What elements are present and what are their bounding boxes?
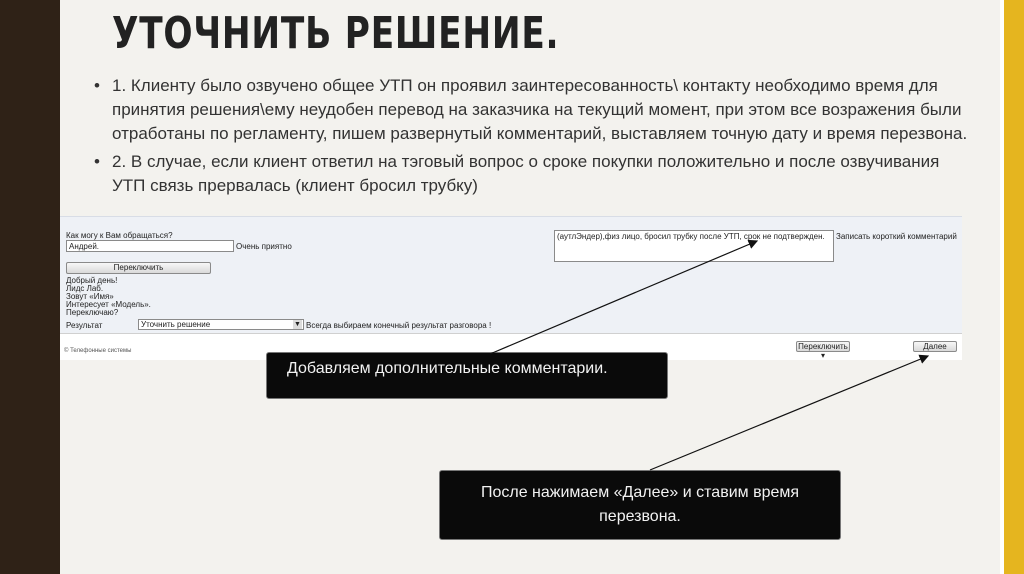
name-input[interactable]: Андрей. xyxy=(66,240,234,252)
result-label: Результат xyxy=(66,321,103,330)
script-line: Интересует «Модель». xyxy=(66,300,151,309)
footer-company: © Телефонные системы xyxy=(64,348,132,354)
slide-title: УТОЧНИТЬ РЕШЕНИЕ. xyxy=(112,8,560,59)
bullet-text: 2. В случае, если клиент ответил на тэговый вопрос о сроке покупки положительно и после озвучивания УТП связь прервалась (клиент бросил трубку) xyxy=(112,152,940,195)
callout-press-next-text: После нажимаем «Далее» и ставим время перезвона. xyxy=(480,484,800,525)
script-line: Добрый день! xyxy=(66,276,118,285)
next-button[interactable]: Далее xyxy=(913,341,957,352)
result-hint: Всегда выбираем конечный результат разговора ! xyxy=(306,321,492,330)
question-label: Как могу к Вам обращаться? xyxy=(66,231,173,240)
comment-hint: Записать короткий комментарий xyxy=(836,232,957,241)
bullet-text: 1. Клиенту было озвучено общее УТП он проявил заинтересованность\ контакту необходимо время для принятия решения\ему неудобен перевод на заказчика на текущий момент, при этом все возражения были отработаны по регламенту, пишем развернутый комментарий, выставляем точную дату и время перезвона. xyxy=(112,76,968,143)
script-line: Зовут «Имя» xyxy=(66,292,114,301)
footer-switch-button[interactable]: Переключить ▾ xyxy=(796,341,850,352)
chevron-down-icon[interactable]: ▼ xyxy=(294,321,301,328)
switch-button[interactable]: Переключить xyxy=(66,262,211,274)
callout-add-comments: Добавляем дополнительные комментарии. xyxy=(266,352,668,399)
arrow-to-comment xyxy=(490,241,757,354)
result-select-value: Уточнить решение xyxy=(141,320,211,329)
bullet-dot: • xyxy=(94,76,100,95)
arrow-to-next-button xyxy=(650,356,928,470)
bullet-dot: • xyxy=(94,152,100,171)
nice-text: Очень приятно xyxy=(236,242,292,251)
script-line: Переключаю? xyxy=(66,308,119,317)
script-line: Лидс Лаб. xyxy=(66,284,104,293)
comment-textarea[interactable]: (аутлЭндер),физ лицо, бросил трубку после УТП, срок не подтвержден. xyxy=(554,230,834,262)
